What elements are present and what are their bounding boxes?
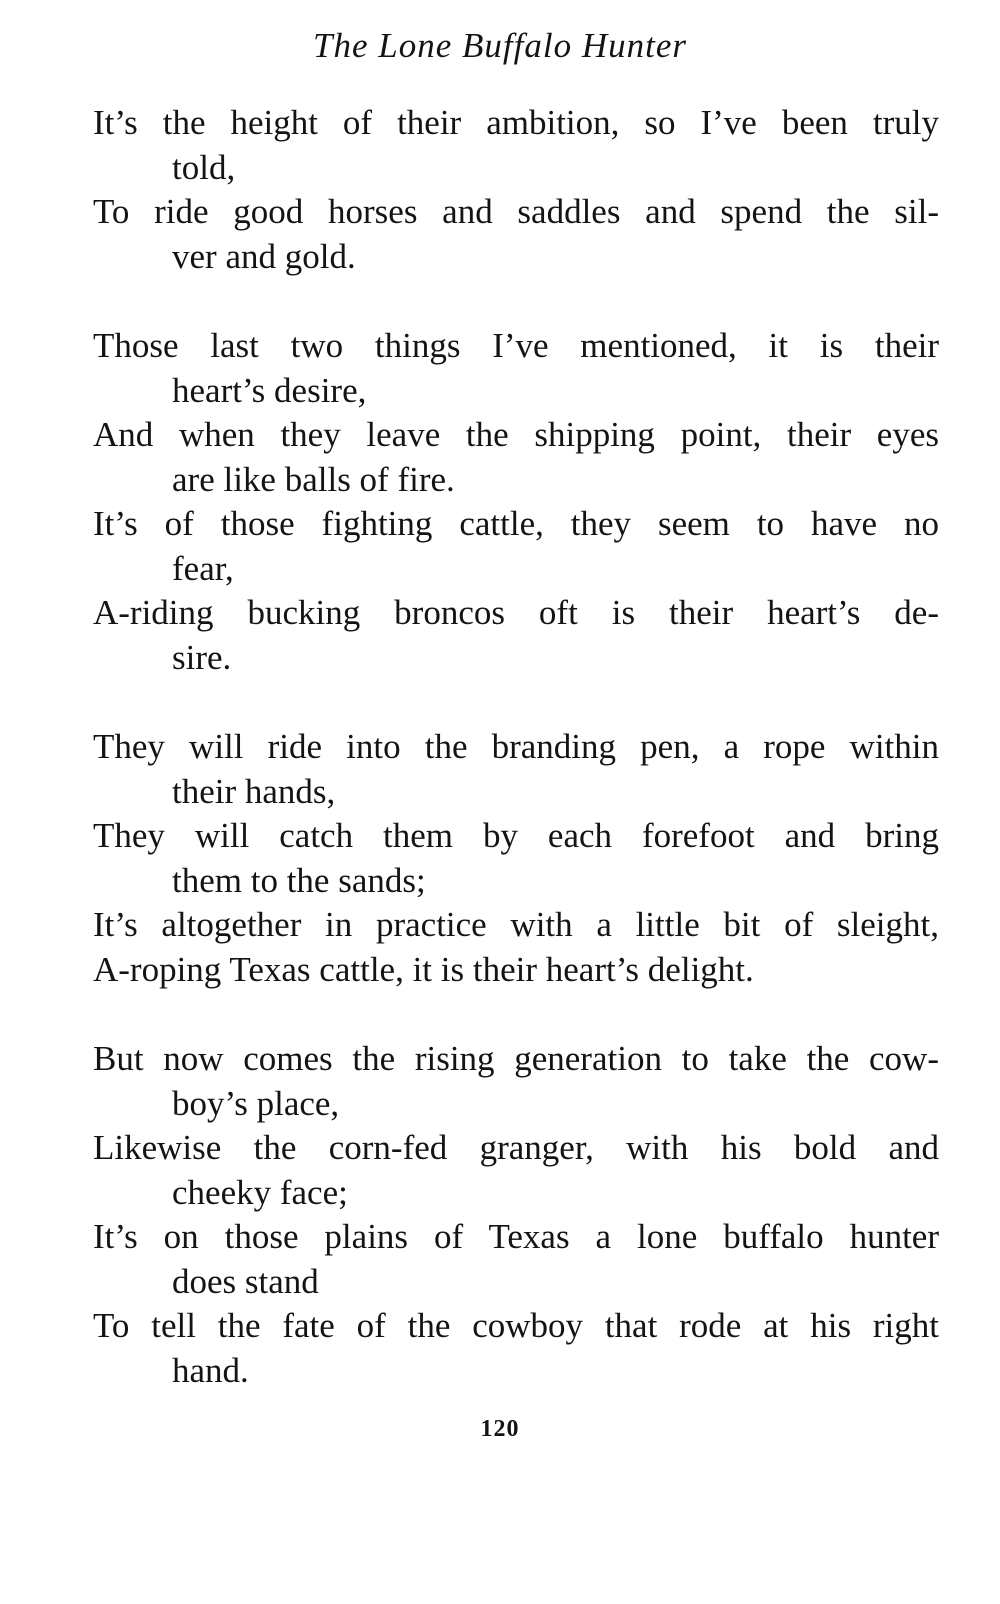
verse-line: It’s on those plains of Texas a lone buffalo hunter (93, 1217, 939, 1256)
verse-line-continuation: cheeky face; (172, 1172, 348, 1212)
verse-line: And when they leave the shipping point, their eyes (93, 415, 939, 454)
verse-line-continuation: them to the sands; (172, 860, 426, 900)
verse-line-continuation: sire. (172, 637, 232, 677)
verse-line-continuation: ver and gold. (172, 236, 356, 276)
verse-line: A-riding bucking broncos oft is their heart’s de- (93, 593, 939, 632)
verse-line: A-roping Texas cattle, it is their heart’s delight. (93, 949, 754, 989)
verse-line-continuation: told, (172, 147, 236, 187)
page-number: 120 (480, 1416, 520, 1442)
verse-line: They will catch them by each forefoot and bring (93, 816, 939, 855)
verse-line-continuation: hand. (172, 1350, 249, 1390)
verse-line: It’s of those fighting cattle, they seem to have no (93, 504, 939, 543)
verse-line: But now comes the rising generation to take the cow- (93, 1039, 939, 1078)
verse-line-continuation: boy’s place, (172, 1083, 340, 1123)
poem-body (93, 101, 939, 1438)
running-head: The Lone Buffalo Hunter (313, 26, 687, 65)
verse-line-continuation: fear, (172, 548, 234, 588)
verse-line-continuation: heart’s desire, (172, 370, 367, 410)
verse-line-continuation: their hands, (172, 771, 336, 811)
stanza-4 (93, 1037, 939, 1393)
stanza-2 (93, 324, 939, 680)
verse-line: To ride good horses and saddles and spend the sil- (93, 192, 939, 231)
verse-line: To tell the fate of the cowboy that rode at his right (93, 1306, 939, 1345)
verse-line: They will ride into the branding pen, a rope within (93, 727, 939, 766)
verse-line: It’s altogether in practice with a little bit of sleight, (93, 905, 939, 944)
verse-line: It’s the height of their ambition, so I’ve been truly (93, 103, 939, 142)
verse-line-continuation: does stand (172, 1261, 319, 1301)
stanza-3 (93, 725, 939, 992)
stanza-1 (93, 101, 939, 279)
verse-line-continuation: are like balls of fire. (172, 459, 455, 499)
verse-line: Likewise the corn-fed granger, with his bold and (93, 1128, 939, 1167)
verse-line: Those last two things I’ve mentioned, it is their (93, 326, 939, 365)
